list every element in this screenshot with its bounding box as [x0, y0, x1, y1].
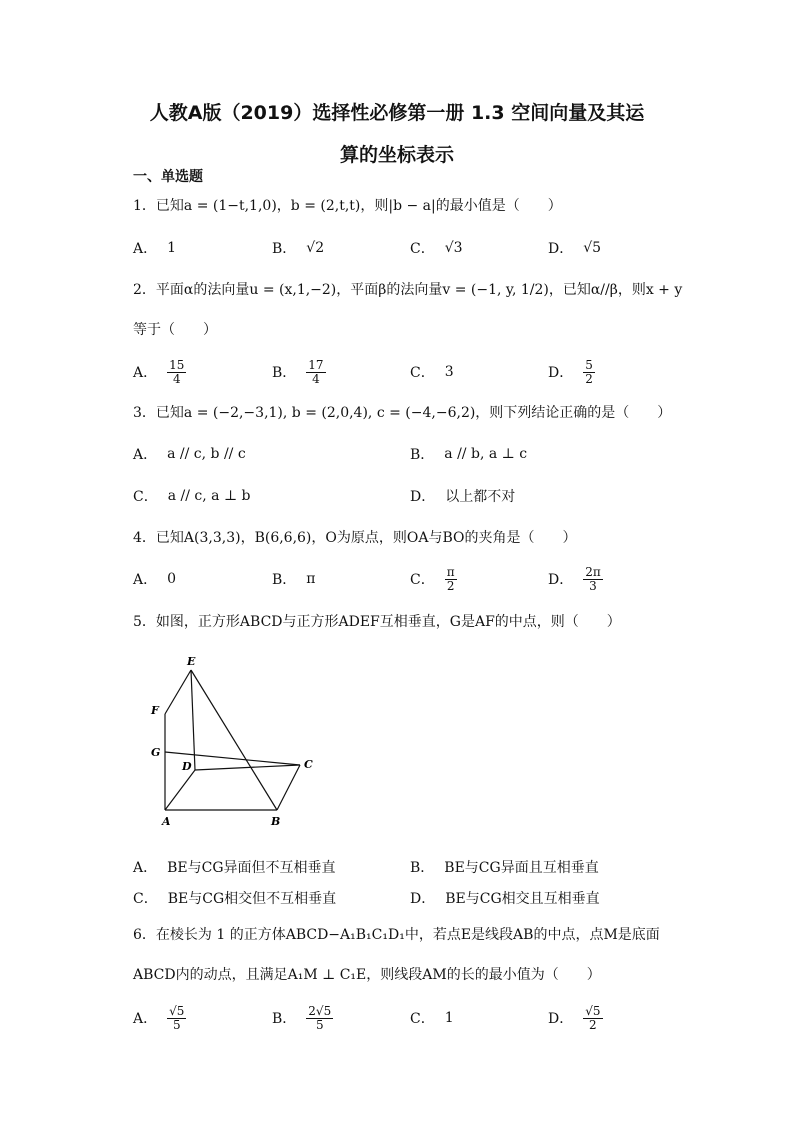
question-4-stem: 4．已知A(3,3,3)，B(6,6,6)，O为原点，则OA与BO的夹角是（ ） [133, 530, 577, 546]
question-1-option-d: D． √5 [548, 240, 602, 257]
question-1-option-a: A． 1 [133, 240, 177, 257]
question-2-stem-line1: 2．平面α的法向量u = (x,1,−2)，平面β的法向量v = (−1, y, 1/2)，已知α//β，则x + y [133, 282, 683, 298]
question-6-option-a: A． $\frac{√5}{5}$ [133, 1003, 185, 1032]
question-2-option-d: D． $\frac{5}{2}$ [548, 357, 593, 386]
figure-label-f: F [151, 704, 159, 717]
question-5-option-a: A． BE与CG异面但不互相垂直 [133, 860, 336, 876]
question-1-options [133, 232, 653, 264]
figure-label-c: C [304, 758, 313, 771]
figure-label-d: D [182, 760, 192, 773]
figure-label-b: B [271, 815, 281, 828]
question-1-option-b: B． √2 [272, 240, 325, 257]
figure-label-g: G [151, 746, 161, 759]
question-4-option-c: C． $\frac{\pi}{2}$ [410, 564, 455, 593]
document-title-line2: 算的坐标表示 [339, 144, 454, 166]
figure-label-e: E [187, 655, 196, 668]
question-3-stem: 3．已知a = (−2,−3,1), b = (2,0,4), c = (−4,−6,2)，则下列结论正确的是（ ） [133, 405, 672, 421]
question-2-stem-line2: 等于（ ） [133, 322, 217, 338]
question-6-stem-line1: 6．在棱长为 1 的正方体ABCD−A₁B₁C₁D₁中，若点E是线段AB的中点，点M是底面 [133, 927, 660, 943]
question-3-options-row1 [133, 438, 653, 470]
question-4-option-a: A． 0 [133, 571, 177, 588]
question-3-option-c: C． a // c, a ⊥ b [133, 488, 251, 505]
question-3-option-a: A． a // c, b // c [133, 446, 246, 463]
question-3-option-d: D． 以上都不对 [410, 489, 516, 505]
question-5-options-row1 [133, 851, 653, 883]
question-5-option-d: D． BE与CG相交且互相垂直 [410, 891, 600, 907]
question-5-option-c: C． BE与CG相交但不互相垂直 [133, 891, 337, 907]
question-4-option-d: D． $\frac{2\pi}{3}$ [548, 564, 601, 593]
question-6-stem-line2: ABCD内的动点，且满足A₁M ⊥ C₁E，则线段AM的长的最小值为（ ） [133, 967, 601, 983]
question-4-options [133, 563, 653, 595]
question-5-figure [145, 650, 330, 835]
question-2-option-b: B． $\frac{17}{4}$ [272, 357, 324, 386]
question-5-option-b: B． BE与CG异面且互相垂直 [410, 860, 599, 876]
question-4-option-b: B． π [272, 571, 316, 588]
question-6-option-d: D． $\frac{√5}{2}$ [548, 1003, 601, 1032]
question-6-option-b: B． $\frac{2√5}{5}$ [272, 1003, 332, 1032]
question-5-options-row2 [133, 882, 653, 914]
question-6-option-c: C． 1 [410, 1010, 454, 1027]
question-3-option-b: B． a // b, a ⊥ c [410, 446, 528, 463]
question-2-options [133, 356, 653, 388]
question-2-option-c: C． 3 [410, 364, 454, 381]
question-5-stem: 5．如图，正方形ABCD与正方形ADEF互相垂直，G是AF的中点，则（ ） [133, 614, 621, 630]
figure-label-a: A [162, 815, 171, 828]
section-heading: 一、单选题 [133, 169, 203, 185]
document-title-line1: 人教A版（2019）选择性必修第一册 1.3 空间向量及其运 [149, 102, 645, 124]
question-1-stem: 1．已知a = (1−t,1,0)，b = (2,t,t)，则|b − a|的最小值是（ ） [133, 198, 562, 214]
question-6-options [133, 1002, 653, 1034]
question-1-option-c: C． √3 [410, 240, 463, 257]
question-3-options-row2 [133, 480, 653, 512]
question-2-option-a: A． $\frac{15}{4}$ [133, 357, 185, 386]
